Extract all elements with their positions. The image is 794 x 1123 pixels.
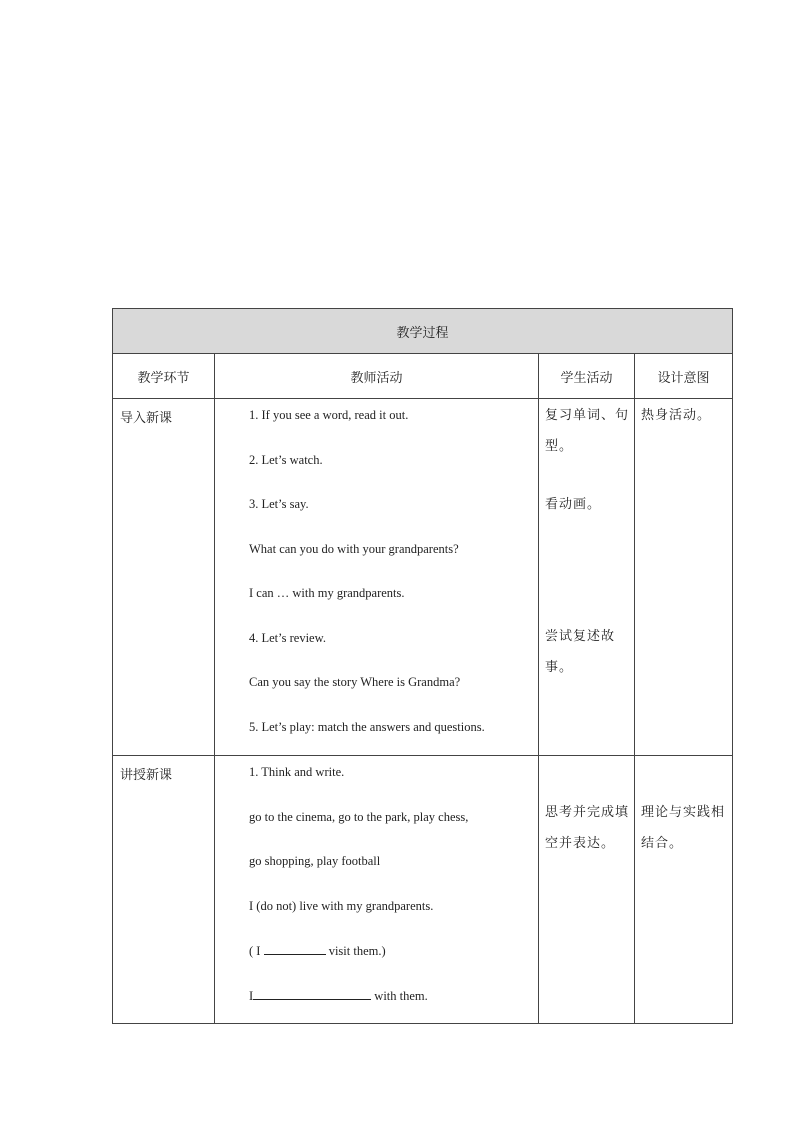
line-prefix: ( I — [249, 944, 264, 958]
teacher-line: What can you do with your grandparents? — [249, 541, 459, 556]
teacher-line: 4. Let’s review. — [249, 630, 326, 645]
teacher-activity-cell — [215, 756, 539, 1024]
teacher-line: go shopping, play football — [249, 854, 381, 868]
header-student-activity: 学生活动 — [539, 354, 635, 399]
teacher-line: I (do not) live with my grandparents. — [249, 898, 434, 913]
design-intent-cell — [635, 399, 733, 756]
table-title: 教学过程 — [113, 309, 733, 354]
design-intent-text: 理论与实践相结合。 — [641, 805, 726, 851]
teacher-activity-cell — [215, 399, 539, 756]
teacher-line: go to the cinema, go to the park, play chess, — [249, 809, 469, 824]
header-teacher-activity: 教师活动 — [215, 354, 539, 399]
student-activity-text: 复习单词、句型。 — [545, 408, 630, 454]
design-intent-cell — [635, 756, 733, 1024]
line-suffix: visit them.) — [325, 944, 386, 958]
teacher-line: I can … with my grandparents. — [249, 586, 405, 600]
teacher-line: 1. If you see a word, read it out. — [249, 408, 409, 422]
teacher-line: Can you say the story Where is Grandma? — [249, 675, 461, 689]
teacher-line: 1. Think and write. — [249, 765, 345, 779]
fill-blank — [253, 987, 371, 1000]
teaching-process-table — [112, 308, 733, 1024]
design-intent-text: 热身活动。 — [641, 408, 712, 423]
student-activity-text: 尝试复述故事。 — [545, 629, 616, 675]
teacher-line: 5. Let’s play: match the answers and questions. — [249, 719, 485, 734]
teacher-line: 2. Let’s watch. — [249, 452, 323, 467]
table-title-row — [113, 309, 733, 354]
header-stage: 教学环节 — [113, 354, 215, 399]
teacher-line: 3. Let’s say. — [249, 497, 309, 511]
student-activity-cell — [539, 399, 635, 756]
teacher-line — [249, 987, 530, 1003]
stage-cell: 导入新课 — [113, 399, 215, 756]
line-suffix: with them. — [371, 988, 428, 1003]
table-row — [113, 756, 733, 1024]
teacher-line — [249, 942, 530, 958]
student-activity-text: 看动画。 — [545, 497, 602, 512]
header-design-intent: 设计意图 — [635, 354, 733, 399]
fill-blank — [264, 942, 326, 955]
table-row — [113, 399, 733, 756]
student-activity-cell — [539, 756, 635, 1024]
table-header-row — [113, 354, 733, 399]
student-activity-text: 思考并完成填空并表达。 — [545, 805, 630, 851]
line-prefix: I — [249, 988, 254, 1003]
stage-cell: 讲授新课 — [113, 756, 215, 1024]
